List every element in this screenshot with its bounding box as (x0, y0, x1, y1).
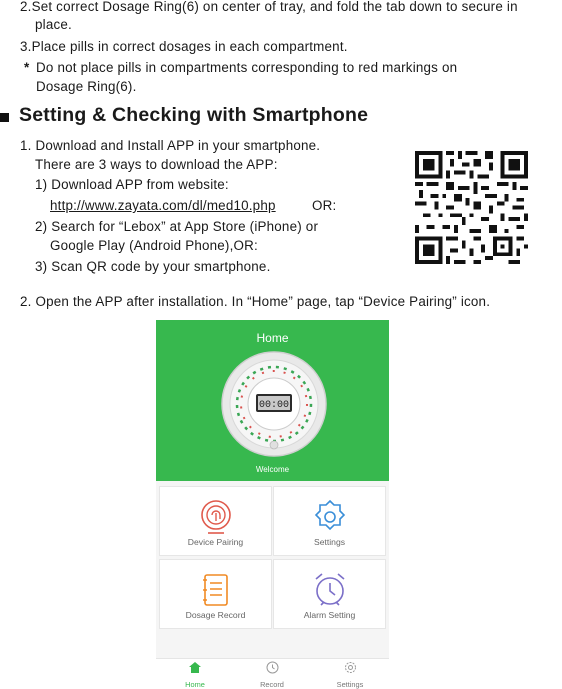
way2-line2: Google Play (Android Phone),OR: (50, 238, 258, 253)
settings-tile[interactable] (273, 486, 386, 556)
app-tab-bar (156, 658, 389, 689)
gear-icon (344, 661, 357, 674)
app-header (156, 320, 389, 481)
way1-or: OR: (312, 198, 337, 213)
alarm-setting-tile[interactable] (273, 559, 386, 629)
download-line1: 1. Download and Install APP in your smartphone. (20, 138, 321, 153)
app-screenshot (156, 320, 389, 689)
alarm-setting-label: Alarm Setting (303, 610, 356, 620)
download-url-link[interactable]: http://www.zayata.com/dl/med10.php (50, 198, 276, 213)
app-header-title: Home (256, 331, 289, 345)
gear-icon (310, 497, 350, 537)
pill-dispenser-image (220, 350, 328, 458)
tab-settings-label: Settings (336, 680, 364, 689)
step3-text: 3.Place pills in correct dosages in each compartment. (20, 39, 348, 54)
tab-settings[interactable] (320, 661, 380, 689)
tab-home-label: Home (185, 680, 205, 689)
notebook-icon (196, 570, 236, 610)
device-display-text: 00:00 (258, 400, 290, 411)
tab-home[interactable] (165, 661, 225, 689)
note-line2: Dosage Ring(6). (36, 79, 137, 94)
app-menu-grid (156, 481, 389, 658)
way3-text: 3) Scan QR code by your smartphone. (35, 259, 271, 274)
way1-label: 1) Download APP from website: (35, 177, 229, 192)
dosage-record-tile[interactable] (159, 559, 272, 629)
qr-code (415, 151, 528, 264)
tab-record[interactable] (242, 661, 302, 689)
app-welcome-text: Welcome (255, 465, 290, 474)
open-app-instruction: 2. Open the APP after installation. In “Home” page, tap “Device Pairing” icon. (20, 294, 491, 309)
alarm-clock-icon (310, 570, 350, 610)
settings-label: Settings (313, 537, 346, 547)
fingerprint-icon (196, 497, 236, 537)
way2-line1: 2) Search for “Lebox” at App Store (iPhone) or (35, 219, 319, 234)
tab-record-label: Record (260, 680, 284, 689)
section-title: Setting & Checking with Smartphone (19, 104, 369, 126)
device-pairing-tile[interactable] (159, 486, 272, 556)
device-pairing-label: Device Pairing (187, 537, 244, 547)
step2-line1: 2.Set correct Dosage Ring(6) on center of tray, and fold the tab down to secure in (20, 0, 518, 14)
home-icon (188, 661, 202, 674)
note-star: * (24, 60, 30, 75)
note-line1: Do not place pills in compartments corresponding to red markings on (36, 60, 458, 75)
step2-line2: place. (35, 17, 72, 32)
clock-icon (266, 661, 279, 674)
download-line2: There are 3 ways to download the APP: (35, 157, 278, 172)
section-bullet (0, 113, 9, 122)
dosage-record-label: Dosage Record (185, 610, 246, 620)
